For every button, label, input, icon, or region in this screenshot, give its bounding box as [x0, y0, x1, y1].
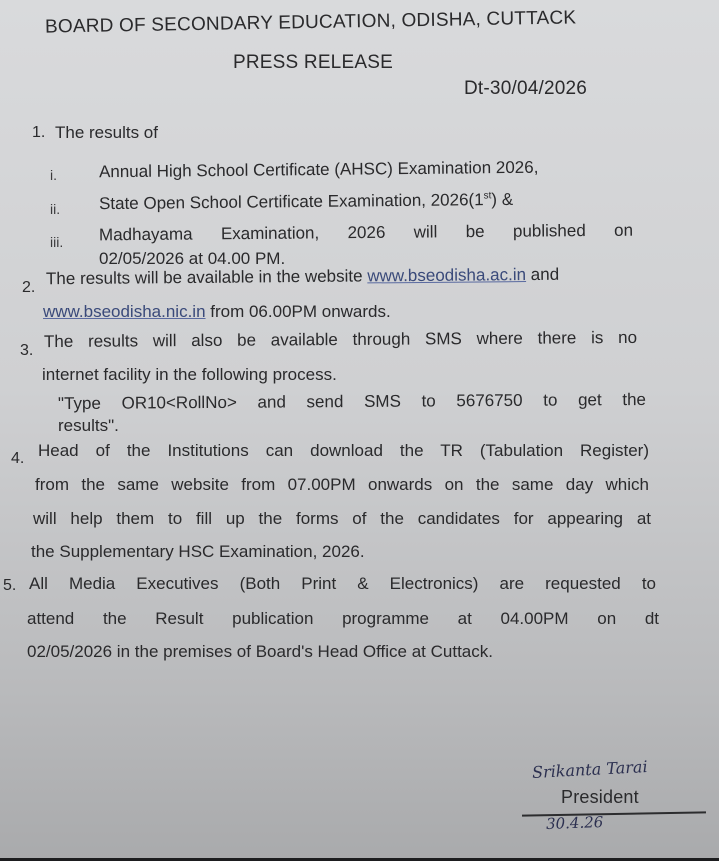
handwritten-signature-date: 30.4.26 [545, 813, 604, 833]
item-2-number: 2. [22, 279, 36, 296]
item-2-text-mid: and [525, 264, 560, 285]
item-4-line4: the Supplementary HSC Examination, 2026. [31, 542, 365, 561]
item-5-line3: 02/05/2026 in the premises of Board's Head Office at Cuttack. [27, 642, 493, 661]
subitem-iii-line1: Madhayama Examination, 2026 will be published on [98, 220, 634, 245]
website-link-ac[interactable]: www.bseodisha.ac.in [367, 265, 527, 286]
item-2-line2 [43, 302, 391, 322]
item-5-number: 5. [3, 577, 17, 594]
subitem-ii-text [99, 190, 513, 214]
item-5-line2: attend the Result publication programme at 04.00PM on dt [27, 609, 659, 628]
sms-instruction-line2: results". [58, 416, 119, 435]
item-4-number: 4. [11, 450, 25, 467]
subitem-ii-text-main: State Open School Certificate Examination, 2026(1 [98, 190, 484, 214]
release-date: Dt-30/04/2026 [464, 78, 588, 99]
item-2-text: The results will be available in the website [45, 266, 368, 289]
item-3-number: 3. [20, 342, 34, 359]
item-1-text: The results of [55, 123, 158, 142]
subitem-iii-line2: 02/05/2026 at 04.00 PM. [99, 249, 286, 268]
item-4-line2: from the same website from 07.00PM onwards on the same day which [35, 475, 649, 494]
item-1-number: 1. [32, 124, 46, 141]
sms-instruction-line1: "Type OR10<RollNo> and send SMS to 5676750 to get the [57, 389, 647, 414]
subitem-i-numeral: i. [50, 167, 57, 183]
item-2-text-end: from 06.00PM onwards. [205, 302, 391, 321]
organization-heading: BOARD OF SECONDARY EDUCATION, ODISHA, CUTTACK [44, 7, 577, 38]
item-3-line1: The results will also be available through SMS where there is no [43, 327, 638, 352]
item-3-line2: internet facility in the following process. [42, 365, 337, 384]
item-4-line1: Head of the Institutions can download the TR (Tabulation Register) [38, 441, 649, 460]
subitem-ii-numeral: ii. [50, 201, 61, 217]
item-4-line3: will help them to fill up the forms of the candidates for appearing at [33, 509, 651, 528]
subitem-iii-numeral: iii. [50, 234, 64, 250]
signatory-designation: President [561, 787, 639, 807]
website-link-nic[interactable]: www.bseodisha.nic.in [43, 302, 206, 321]
item-2-line1 [46, 265, 559, 289]
handwritten-signature: Srikanta Tarai [531, 756, 649, 783]
item-5-line1: All Media Executives (Both Print & Electronics) are requested to [29, 574, 656, 593]
subitem-ii-superscript: st [483, 190, 492, 202]
subitem-i-text: Annual High School Certificate (AHSC) Examination 2026, [98, 157, 539, 182]
document-title: PRESS RELEASE [233, 52, 393, 73]
subitem-ii-text-end: ) & [491, 189, 514, 210]
